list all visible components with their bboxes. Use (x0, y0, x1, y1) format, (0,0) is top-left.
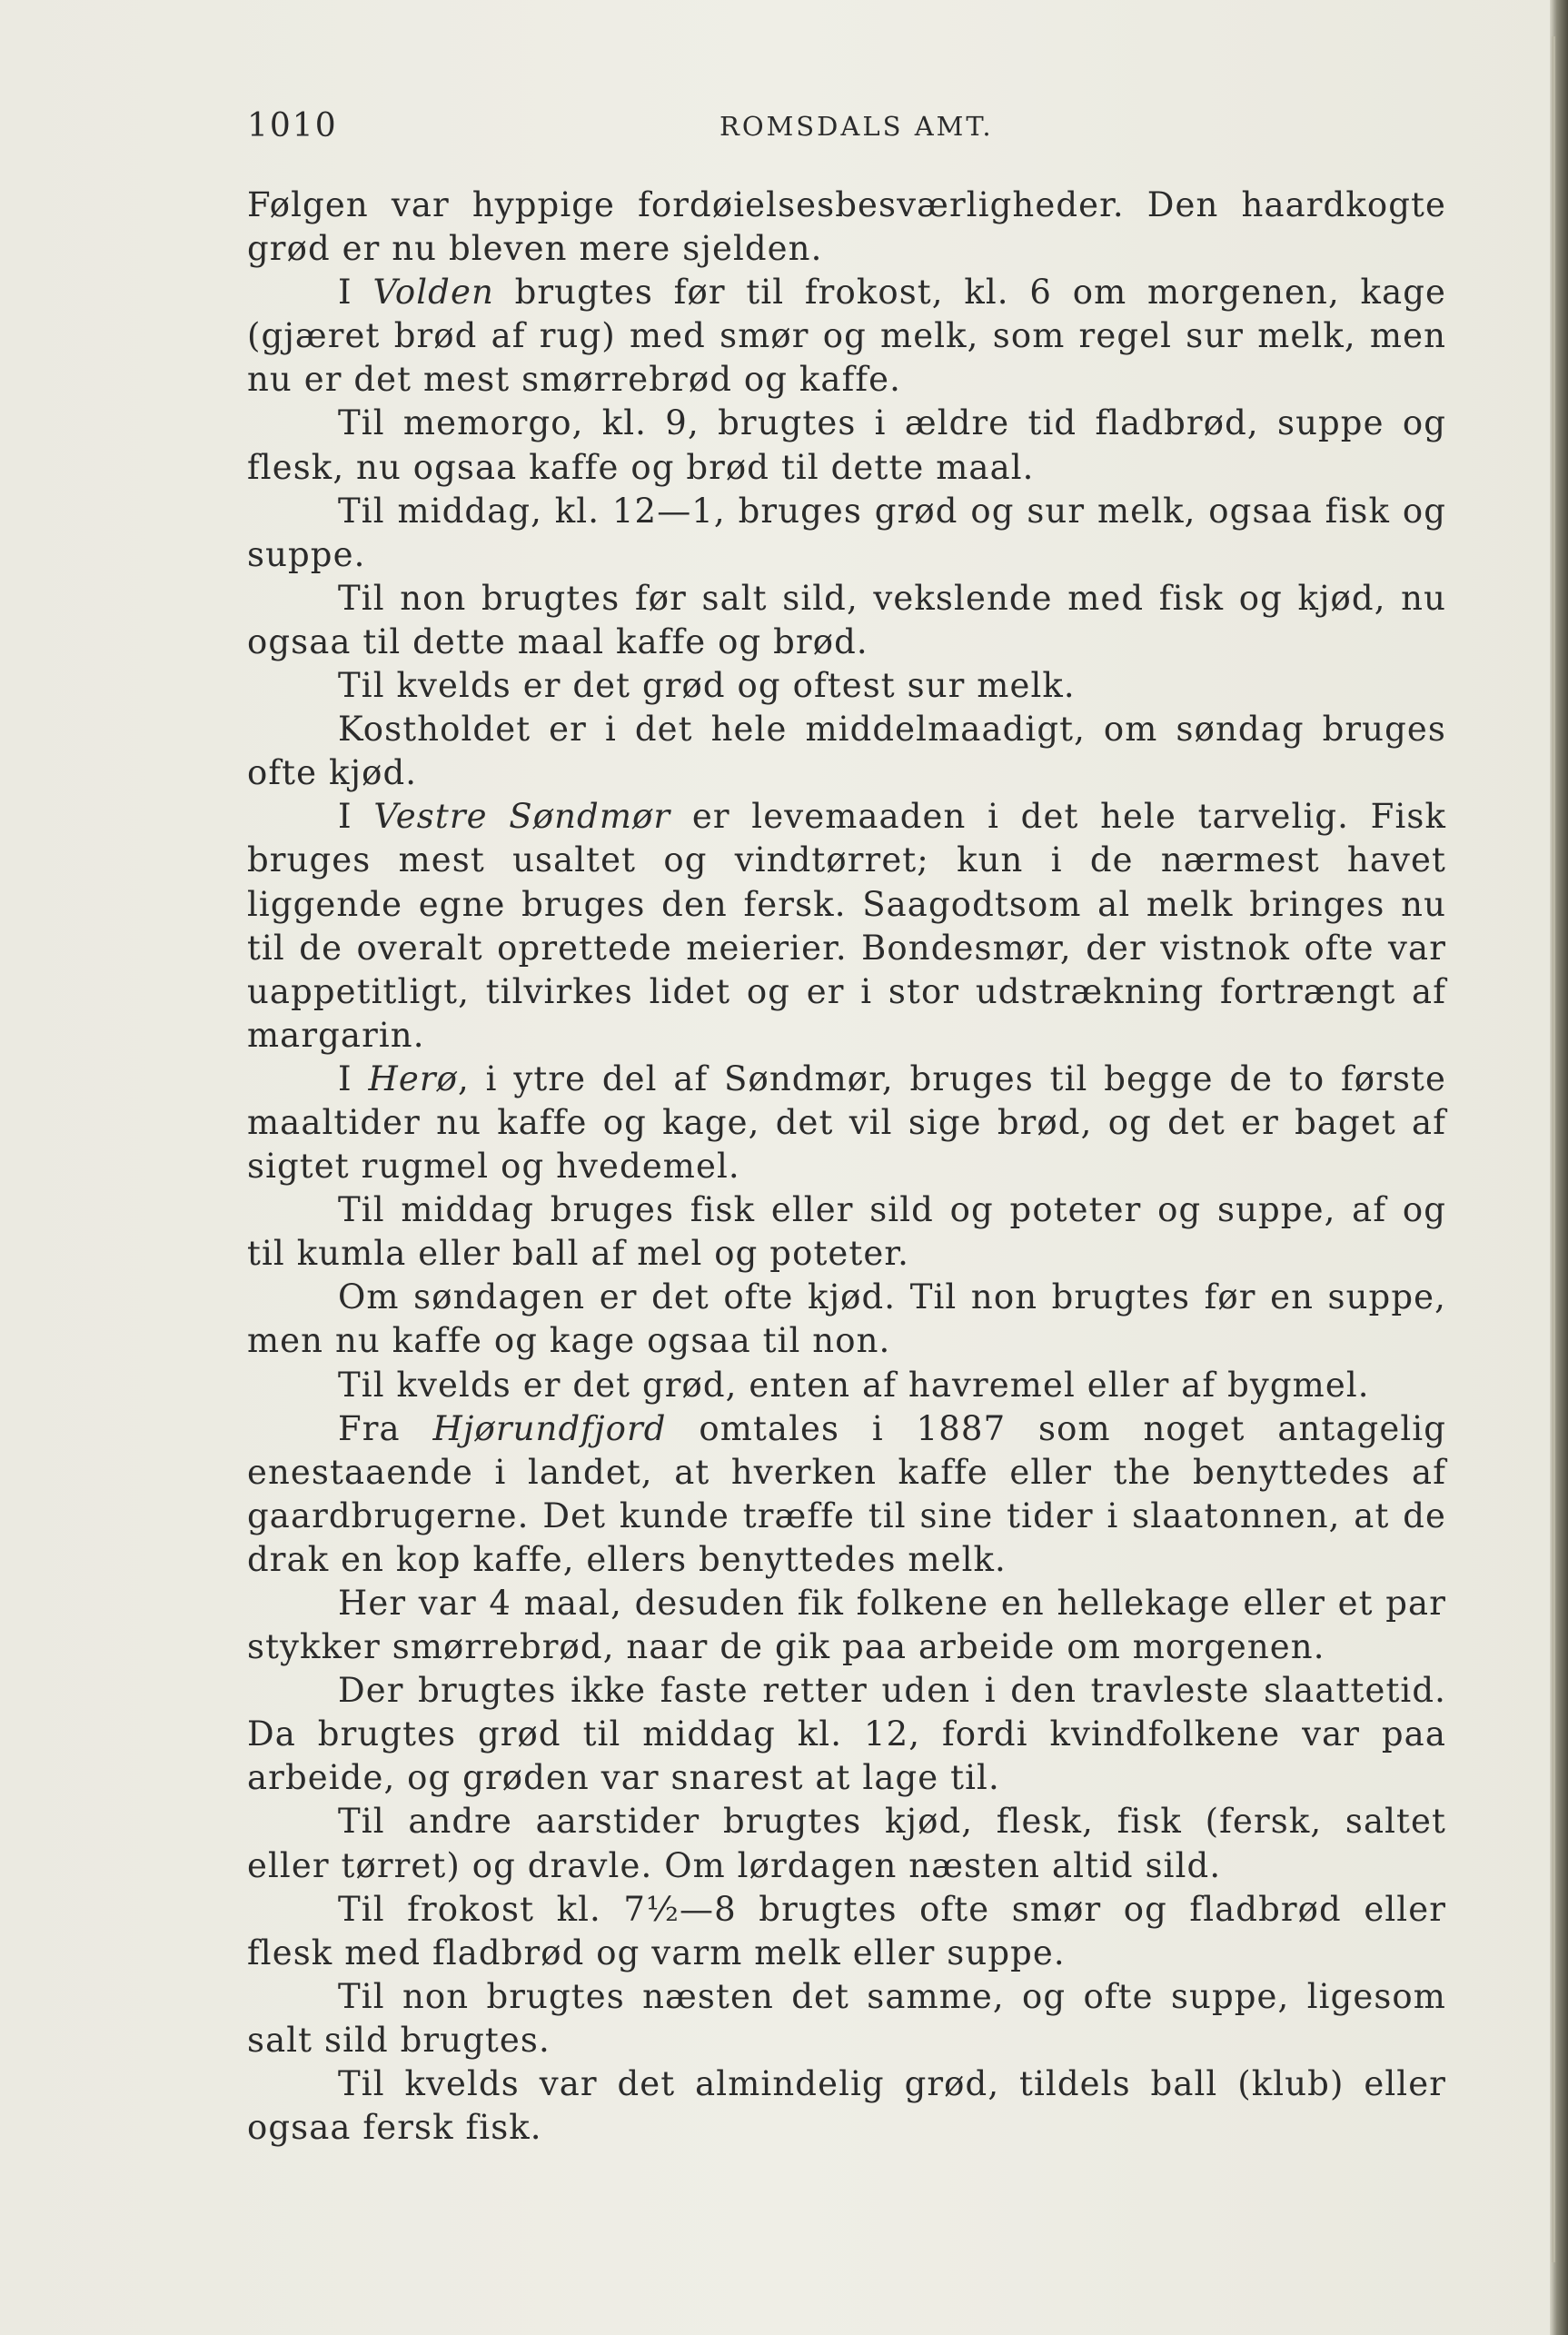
paragraph (247, 1582, 1446, 1669)
place-name: Herø (368, 1058, 459, 1098)
body-text (247, 184, 1446, 2150)
paragraph (247, 1364, 1446, 1407)
paragraph-text: I (338, 1058, 369, 1098)
paragraph (247, 490, 1446, 577)
paragraph (247, 271, 1446, 402)
place-name: Vestre Søndmør (373, 797, 671, 837)
paragraph-text: Til middag bruges fisk eller sild og poteter og suppe, af og til kumla eller ball af mel og poteter. (247, 1190, 1446, 1274)
paragraph-text: Til memorgo, kl. 9, brugtes i ældre tid fladbrød, suppe og flesk, nu ogsaa kaffe og brød til dette maal. (247, 403, 1446, 487)
paragraph (247, 577, 1446, 664)
paragraph-text: Fra (338, 1408, 433, 1448)
place-name: Hjørundfjord (432, 1408, 667, 1448)
paragraph-text: omtales i 1887 som noget antagelig enestaaende i landet, at hverken kaffe eller the benyttedes af gaardbrugerne. Det kunde træffe til sine tider i slaatonnen, at de drak en kop kaffe, ellers benyttedes melk. (247, 1408, 1446, 1579)
paragraph-text: , i ytre del af Søndmør, bruges til begge de to første maaltider nu kaffe og kage, det vil sige brød, og det er baget af sigtet rugmel og hvedemel. (247, 1058, 1446, 1187)
paragraph-text: Følgen var hyppige fordøielsesbesværligheder. Den haardkogte grød er nu bleven mere sjelden. (247, 185, 1446, 269)
paragraph-text: I (338, 797, 374, 837)
paragraph-text: Kostholdet er i det hele middelmaadigt, om søndag bruges ofte kjød. (247, 710, 1446, 793)
paragraph (247, 1058, 1446, 1188)
running-head (247, 107, 1446, 153)
paragraph (247, 184, 1446, 271)
paragraph-text: Til middag, kl. 12—1, bruges grød og sur melk, ogsaa fisk og suppe. (247, 491, 1446, 574)
paragraph (247, 1276, 1446, 1363)
paragraph (247, 1888, 1446, 1975)
paragraph (247, 664, 1446, 708)
page-edge (1550, 0, 1568, 2335)
paragraph (247, 1188, 1446, 1276)
paragraph-text: I (338, 273, 373, 313)
paragraph-text: Til frokost kl. 7½—8 brugtes ofte smør og fladbrød eller flesk med fladbrød og varm melk eller suppe. (247, 1889, 1446, 1972)
page-number: 1010 (247, 107, 338, 144)
paragraph-text: er levemaaden i det hele tarvelig. Fisk bruges mest usaltet og vindtørret; kun i de nærmest havet liggende egne bruges den fersk. Saagodtsom al melk bringes nu til de overalt oprettede meierier. Bondesmør, der vistnok ofte var uappetitligt, tilvirkes lidet og er i stor udstrækning fortrængt af margarin. (247, 797, 1446, 1055)
paragraph-text: brugtes før til frokost, kl. 6 om morgenen, kage (gjæret brød af rug) med smør og melk, som regel sur melk, men nu er det mest smørrebrød og kaffe. (247, 273, 1447, 400)
paragraph (247, 1975, 1446, 2062)
paragraph-text: Til kvelds er det grød, enten af havremel eller af bygmel. (338, 1365, 1370, 1405)
running-title: ROMSDALS AMT. (719, 111, 994, 142)
paragraph-text: Til non brugtes før salt sild, vekslende med fisk og kjød, nu ogsaa til dette maal kaffe og brød. (247, 578, 1446, 661)
paragraph-text: Om søndagen er det ofte kjød. Til non brugtes før en suppe, men nu kaffe og kage ogsaa til non. (247, 1277, 1446, 1361)
paragraph (247, 402, 1446, 489)
paragraph-text: Der brugtes ikke faste retter uden i den travleste slaattetid. Da brugtes grød til middag kl. 12, fordi kvindfolkene var paa arbeide, og grøden var snarest at lage til. (247, 1671, 1446, 1798)
paragraph (247, 795, 1446, 1058)
paragraph-text: Til kvelds er det grød og oftest sur melk. (338, 666, 1076, 706)
paragraph (247, 1800, 1446, 1887)
paragraph-text: Til non brugtes næsten det samme, og ofte suppe, ligesom salt sild brugtes. (247, 1976, 1446, 2060)
paragraph-text: Her var 4 maal, desuden fik folkene en hellekage eller et par stykker smørrebrød, naar de gik paa arbeide om morgenen. (247, 1584, 1446, 1667)
paragraph (247, 708, 1446, 795)
paragraph (247, 1669, 1446, 1800)
place-name: Volden (372, 273, 494, 313)
paragraph (247, 1407, 1446, 1582)
paragraph-text: Til andre aarstider brugtes kjød, flesk, fisk (fersk, saltet eller tørret) og dravle. Om lørdagen næsten altid sild. (247, 1802, 1446, 1885)
paragraph-text: Til kvelds var det almindelig grød, tildels ball (klub) eller ogsaa fersk fisk. (247, 2064, 1446, 2148)
paragraph (247, 2062, 1446, 2150)
